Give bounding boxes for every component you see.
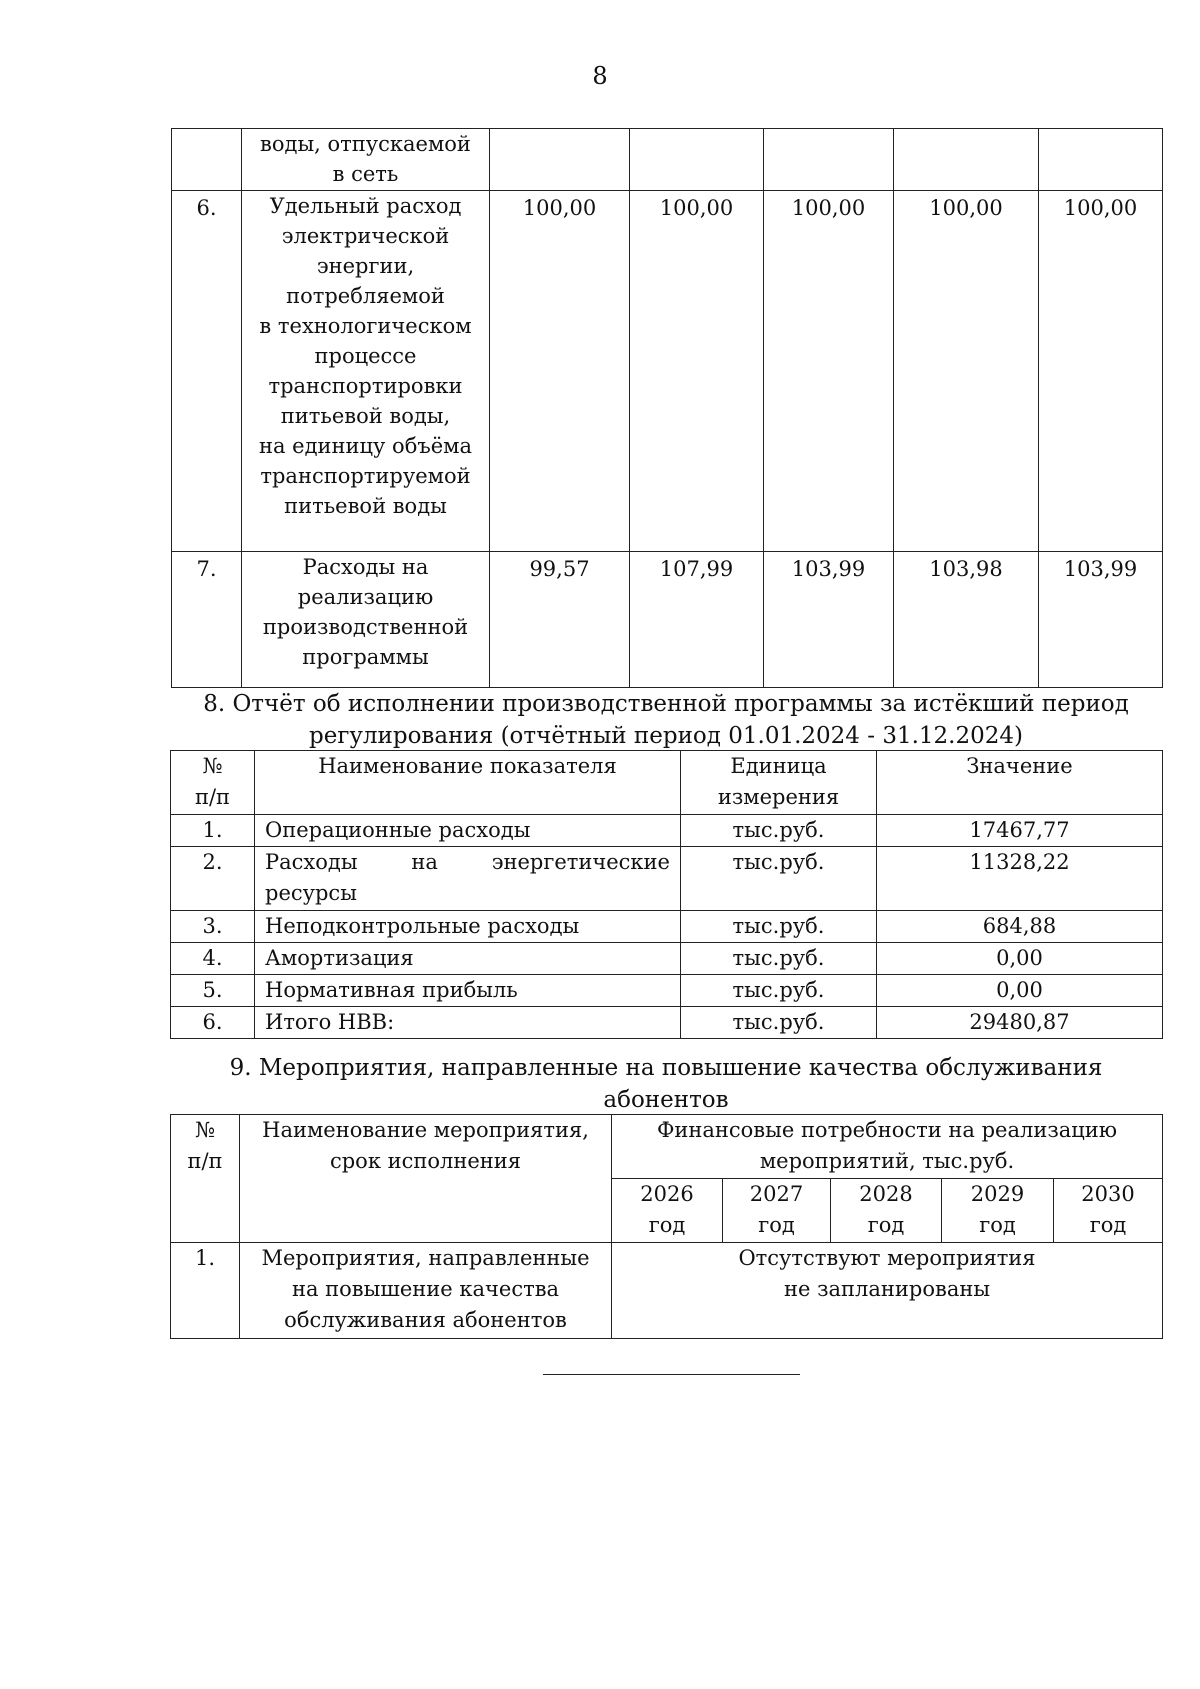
col-header-year: 2028 год (831, 1179, 942, 1243)
col-header-name: Наименование показателя (255, 751, 681, 815)
col-header-year: 2027 год (723, 1179, 831, 1243)
unit-cell: тыс.руб. (681, 911, 877, 943)
unit-cell: тыс.руб. (681, 847, 877, 911)
col-header-number: № п/п (171, 751, 255, 815)
table-row (171, 1007, 1163, 1039)
row-number (172, 129, 242, 191)
col-header-value: Значение (877, 751, 1163, 815)
page-number: 8 (592, 62, 608, 90)
value-cell: 103,98 (894, 552, 1039, 688)
continued-indicators-table (171, 128, 1163, 688)
row-number: 3. (171, 911, 255, 943)
unit-cell: тыс.руб. (681, 1007, 877, 1039)
row-number: 5. (171, 975, 255, 1007)
table-row (171, 1243, 1163, 1339)
col-header-name: Наименование мероприятия, срок исполнения (240, 1115, 612, 1243)
program-report-table (170, 750, 1163, 1039)
value-cell (764, 129, 894, 191)
service-quality-measures-table (170, 1114, 1163, 1339)
row-number: 2. (171, 847, 255, 911)
unit-cell: тыс.руб. (681, 815, 877, 847)
value-cell: 0,00 (877, 975, 1163, 1007)
row-number: 7. (172, 552, 242, 688)
value-cell: 29480,87 (877, 1007, 1163, 1039)
table-row (171, 943, 1163, 975)
indicator-name: Расходы на реализацию производственной программы (242, 552, 490, 688)
unit-cell: тыс.руб. (681, 975, 877, 1007)
col-header-number: № п/п (171, 1115, 240, 1243)
table-row (171, 847, 1163, 911)
value-cell: 100,00 (894, 191, 1039, 552)
table-header-row (171, 1115, 1163, 1179)
value-cell: 100,00 (1039, 191, 1163, 552)
value-cell: 103,99 (1039, 552, 1163, 688)
row-number: 4. (171, 943, 255, 975)
value-cell (630, 129, 764, 191)
value-cell: 17467,77 (877, 815, 1163, 847)
value-cell: 100,00 (490, 191, 630, 552)
row-number: 6. (171, 1007, 255, 1039)
value-cell: 100,00 (630, 191, 764, 552)
measure-name: Мероприятия, направленные на повышение качества обслуживания абонентов (240, 1243, 612, 1339)
measure-note: Отсутствуют мероприятия не запланированы (612, 1243, 1163, 1339)
col-header-year: 2026 год (612, 1179, 723, 1243)
value-cell: 100,00 (764, 191, 894, 552)
table-row (171, 815, 1163, 847)
indicator-name: Неподконтрольные расходы (255, 911, 681, 943)
value-cell (490, 129, 630, 191)
value-cell: 107,99 (630, 552, 764, 688)
table-row (171, 975, 1163, 1007)
row-number: 1. (171, 1243, 240, 1339)
indicator-name: воды, отпускаемой в сеть (242, 129, 490, 191)
table-header-row (171, 751, 1163, 815)
indicator-name: Итого НВВ: (255, 1007, 681, 1039)
table-row (171, 911, 1163, 943)
indicator-name: Расходы на энергетические ресурсы (255, 847, 681, 911)
col-header-finance: Финансовые потребности на реализацию мероприятий, тыс.руб. (612, 1115, 1163, 1179)
table-row (172, 552, 1163, 688)
col-header-unit: Единица измерения (681, 751, 877, 815)
indicator-name: Операционные расходы (255, 815, 681, 847)
value-cell (1039, 129, 1163, 191)
col-header-year: 2029 год (942, 1179, 1054, 1243)
row-number: 1. (171, 815, 255, 847)
table-row (172, 129, 1163, 191)
value-cell: 0,00 (877, 943, 1163, 975)
value-cell: 99,57 (490, 552, 630, 688)
section8-heading: 8. Отчёт об исполнении производственной программы за истёкший период регулирования (отчётный период 01.01.2024 - 31.12.2024) (203, 691, 1129, 749)
unit-cell: тыс.руб. (681, 943, 877, 975)
closing-rule (543, 1374, 800, 1375)
value-cell: 684,88 (877, 911, 1163, 943)
table-row (172, 191, 1163, 552)
row-number: 6. (172, 191, 242, 552)
value-cell: 11328,22 (877, 847, 1163, 911)
indicator-name: Удельный расход электрической энергии, потребляемой в технологическом процессе транспортировки питьевой воды, на единицу объёма транспортируемой питьевой воды (242, 191, 490, 552)
indicator-name: Нормативная прибыль (255, 975, 681, 1007)
section9-heading: 9. Мероприятия, направленные на повышение качества обслуживания абонентов (229, 1055, 1103, 1113)
value-cell: 103,99 (764, 552, 894, 688)
value-cell (894, 129, 1039, 191)
col-header-year: 2030 год (1054, 1179, 1163, 1243)
indicator-name: Амортизация (255, 943, 681, 975)
